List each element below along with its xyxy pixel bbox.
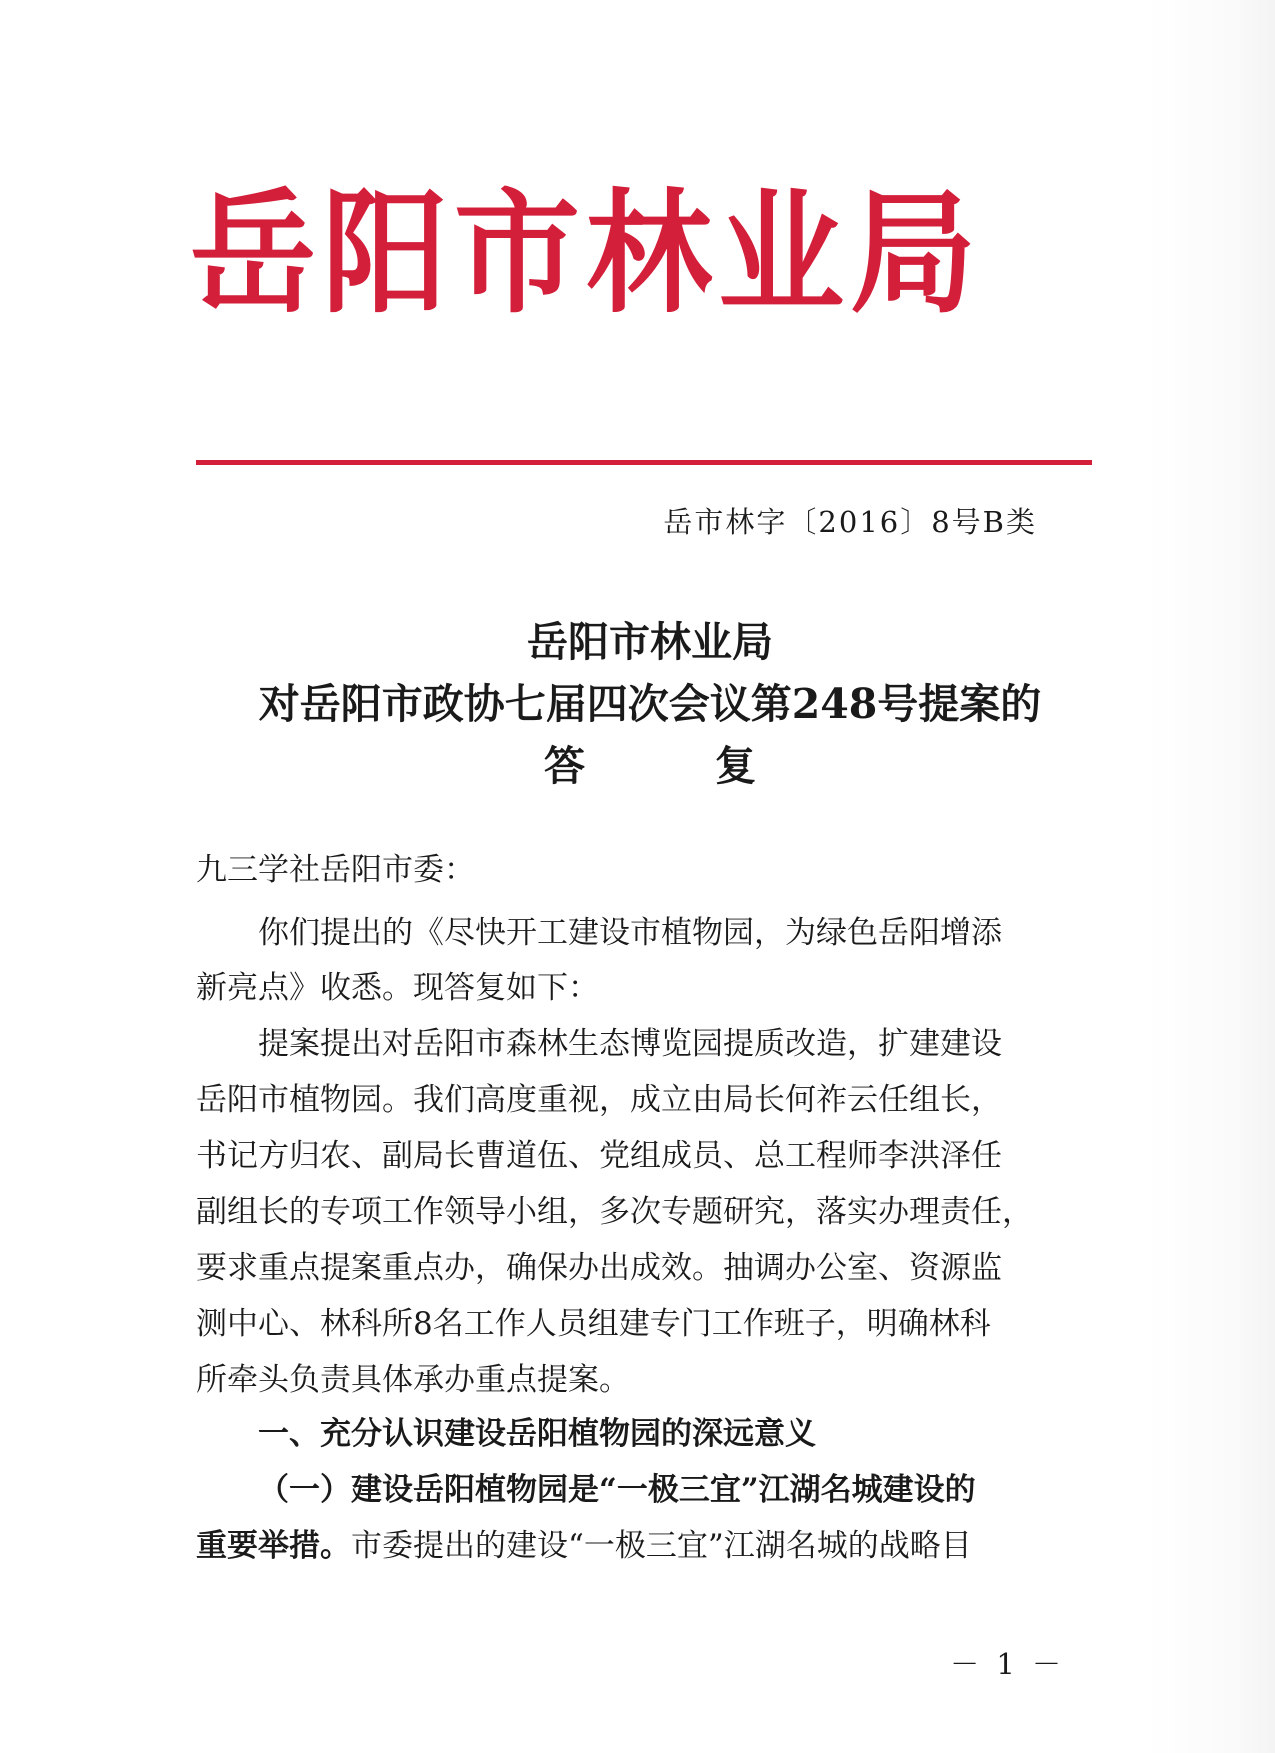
title-line-2: 对岳阳市政协七届四次会议第248号提案的 bbox=[258, 680, 1042, 728]
paragraph-2-line-3: 书记方归农、副局长曹道伍、党组成员、总工程师李洪泽任 bbox=[196, 1138, 1002, 1174]
org-header: 岳阳市林业局 bbox=[190, 175, 982, 332]
paragraph-2-line-6: 测中心、林科所8名工作人员组建专门工作班子，明确林科 bbox=[196, 1306, 991, 1342]
subsection-1-text: 市委提出的建设“一极三宜”江湖名城的战略目 bbox=[351, 1528, 972, 1564]
title-line-3 bbox=[150, 738, 1150, 794]
salutation: 九三学社岳阳市委： bbox=[196, 852, 475, 888]
title-char-fu: 复 bbox=[715, 742, 756, 790]
paragraph-2-line-5: 要求重点提案重点办，确保办出成效。抽调办公室、资源监 bbox=[196, 1250, 1002, 1286]
paragraph-2-line-7: 所牵头负责具体承办重点提案。 bbox=[196, 1362, 630, 1398]
page-number: － 1 － bbox=[950, 1647, 1065, 1681]
section-heading-1: 一、充分认识建设岳阳植物园的深远意义 bbox=[258, 1416, 816, 1452]
paragraph-2-line-4: 副组长的专项工作领导小组，多次专题研究，落实办理责任， bbox=[196, 1194, 1033, 1230]
red-divider-line bbox=[196, 460, 1092, 465]
subsection-1-line-2 bbox=[196, 1526, 972, 1566]
paragraph-1-line-1: 你们提出的《尽快开工建设市植物园，为绿色岳阳增添 bbox=[258, 915, 1002, 951]
scan-edge-shading bbox=[1145, 0, 1275, 1753]
title-line-1: 岳阳市林业局 bbox=[527, 618, 773, 666]
document-number: 岳市林字〔2016〕8号B类 bbox=[663, 505, 1037, 539]
paragraph-1-line-2: 新亮点》收悉。现答复如下： bbox=[196, 970, 599, 1006]
paragraph-2-line-2: 岳阳市植物园。我们高度重视，成立由局长何祚云任组长， bbox=[196, 1082, 1002, 1118]
paragraph-2-line-1: 提案提出对岳阳市森林生态博览园提质改造，扩建建设 bbox=[258, 1026, 1002, 1062]
subsection-1-heading: （一）建设岳阳植物园是“一极三宜”江湖名城建设的 bbox=[258, 1472, 976, 1508]
subsection-1-heading-end: 重要举措。 bbox=[196, 1528, 351, 1564]
title-char-da: 答 bbox=[544, 742, 585, 790]
